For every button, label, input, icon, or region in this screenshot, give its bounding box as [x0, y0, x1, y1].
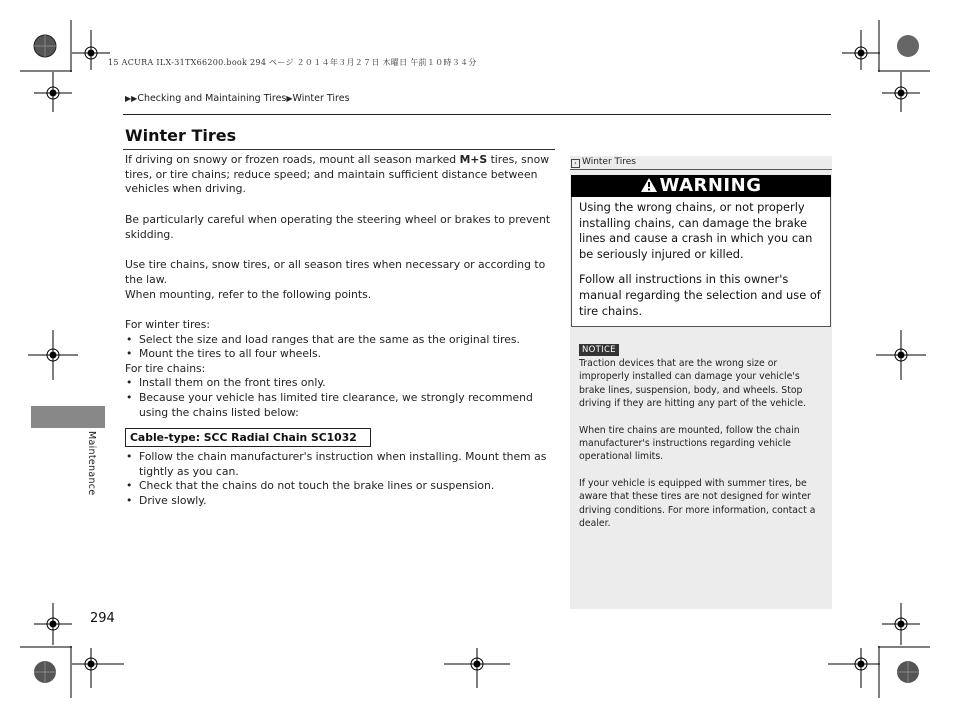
warning-paragraph: Using the wrong chains, or not properly installing chains, can damage the brake lines and cause a crash in which you can be seriously injured or killed. [579, 200, 813, 261]
list-item: • Install them on the front tires only. [125, 376, 557, 391]
cable-type-box: Cable-type: SCC Radial Chain SC1032 [125, 428, 371, 447]
warning-text [579, 200, 825, 329]
section-tab[interactable] [31, 406, 105, 428]
section-label: Maintenance [86, 431, 97, 496]
warning-header [571, 175, 831, 197]
list-item: • Follow the chain manufacturer's instruction when installing. Mount them as tightly as you can. [125, 450, 557, 479]
notice-paragraph: If your vehicle is equipped with summer tires, be aware that these tires are not designed for winter driving conditions. For more information, contact a dealer. [579, 477, 816, 530]
sidebar-reference [570, 156, 832, 170]
chains-heading: For tire chains: [125, 361, 206, 375]
ms-mark: M+S [459, 153, 488, 166]
law-paragraph: Use tire chains, snow tires, or all season tires when necessary or according to the law. [125, 258, 546, 286]
warning-triangle-icon [641, 178, 657, 192]
list-item: • Mount the tires to all four wheels. [125, 347, 557, 362]
breadcrumb [125, 93, 350, 104]
list-item: • Select the size and load ranges that are the same as the original tires. [125, 333, 557, 348]
list-item: • Drive slowly. [125, 494, 557, 509]
list-item: • Because your vehicle has limited tire clearance, we strongly recommend using the chains listed below: [125, 391, 557, 420]
winter-tires-section [125, 318, 557, 420]
print-header: 15 ACURA ILX-31TX66200.book 294 ページ ２０１４年３月２７日 木曜日 午前１０時３４分 [108, 58, 477, 67]
intro-paragraph: If driving on snowy or frozen roads, mount all season marked M+S tires, snow tires, or tire chains; reduce speed; and maintain sufficient distance between vehicles when driving. [125, 153, 550, 196]
notice-text [579, 357, 824, 543]
page-title: Winter Tires [125, 126, 237, 145]
title-divider [123, 149, 555, 150]
breadcrumb-current: Winter Tires [292, 93, 350, 104]
chain-instructions [125, 450, 557, 508]
warning-paragraph: Follow all instructions in this owner's manual regarding the selection and use of tire chains. [579, 272, 821, 318]
notice-paragraph: Traction devices that are the wrong size or improperly installed can damage your vehicle's brake lines, suspension, body, and wheels. Stop driving if they are hitting any part of the vehicle. [579, 358, 807, 410]
skidding-paragraph: Be particularly careful when operating the steering wheel or brakes to prevent skidding. [125, 213, 551, 241]
warning-title: WARNING [659, 175, 762, 196]
winter-heading: For winter tires: [125, 318, 211, 331]
list-item: • Check that the chains do not touch the brake lines or suspension. [125, 479, 557, 494]
sidebar-ref-label[interactable]: Winter Tires [582, 157, 636, 167]
reference-icon: › [571, 159, 580, 168]
notice-badge: NOTICE [579, 344, 619, 356]
double-arrow-icon: ▶▶ [125, 94, 138, 103]
header-divider [123, 114, 831, 115]
arrow-separator-icon: ▶ [286, 94, 293, 103]
page-number: 294 [90, 611, 115, 626]
mounting-paragraph: When mounting, refer to the following points. [125, 288, 372, 301]
notice-paragraph: When tire chains are mounted, follow the chain manufacturer's instructions regarding vehicle operational limits. [579, 424, 800, 463]
breadcrumb-parent[interactable]: Checking and Maintaining Tires [137, 93, 287, 104]
